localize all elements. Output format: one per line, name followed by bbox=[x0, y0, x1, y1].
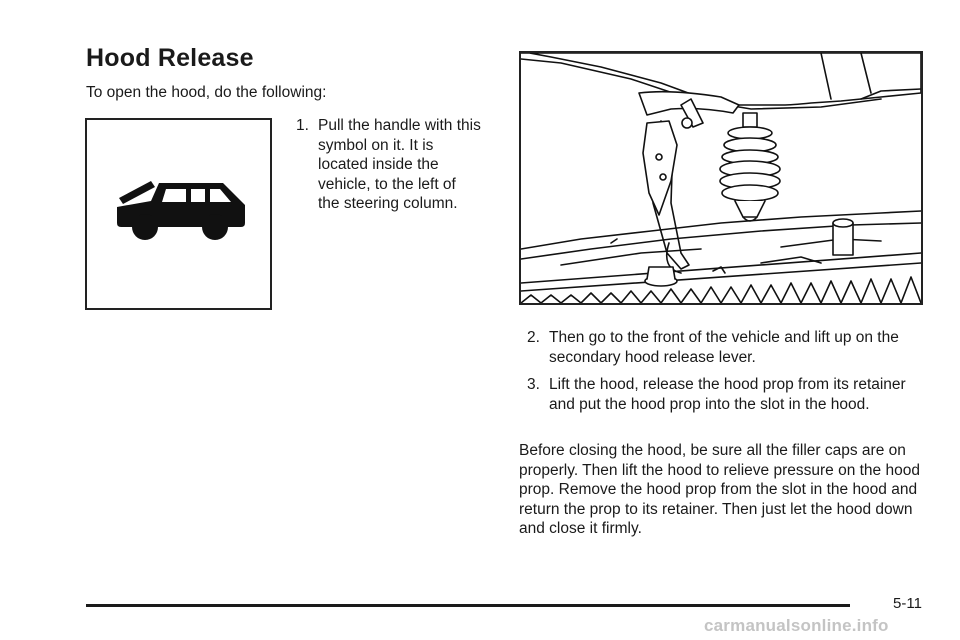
page-title: Hood Release bbox=[86, 44, 254, 72]
watermark-text: carmanualsonline.info bbox=[704, 616, 889, 635]
intro-text: To open the hood, do the following: bbox=[86, 84, 327, 101]
hood-prop-illustration bbox=[519, 51, 923, 305]
step-text: Pull the handle with this symbol on it. It is located inside the vehicle, to the left of the steering column. bbox=[318, 117, 481, 212]
closing-paragraph: Before closing the hood, be sure all the filler caps are on properly. Then lift the hood to relieve pressure on the hood prop. Remove the hood prop from the slot in the hood and return the prop to its retainer. Then just let the hood down and close it firmly. bbox=[519, 442, 920, 537]
step-2 bbox=[527, 328, 927, 367]
step-number: 1. bbox=[296, 117, 309, 134]
step-number: 2. bbox=[527, 329, 540, 346]
footer-rule bbox=[86, 604, 850, 607]
step-text: Lift the hood, release the hood prop from its retainer and put the hood prop into the slot in the hood. bbox=[549, 376, 906, 413]
step-1 bbox=[296, 116, 481, 214]
hood-release-car-icon bbox=[115, 175, 247, 241]
step-3 bbox=[527, 375, 927, 414]
step-number: 3. bbox=[527, 376, 540, 393]
step-text: Then go to the front of the vehicle and lift up on the secondary hood release lever. bbox=[549, 329, 899, 366]
page-number: 5-11 bbox=[893, 595, 922, 612]
hood-release-symbol-box bbox=[85, 118, 272, 310]
